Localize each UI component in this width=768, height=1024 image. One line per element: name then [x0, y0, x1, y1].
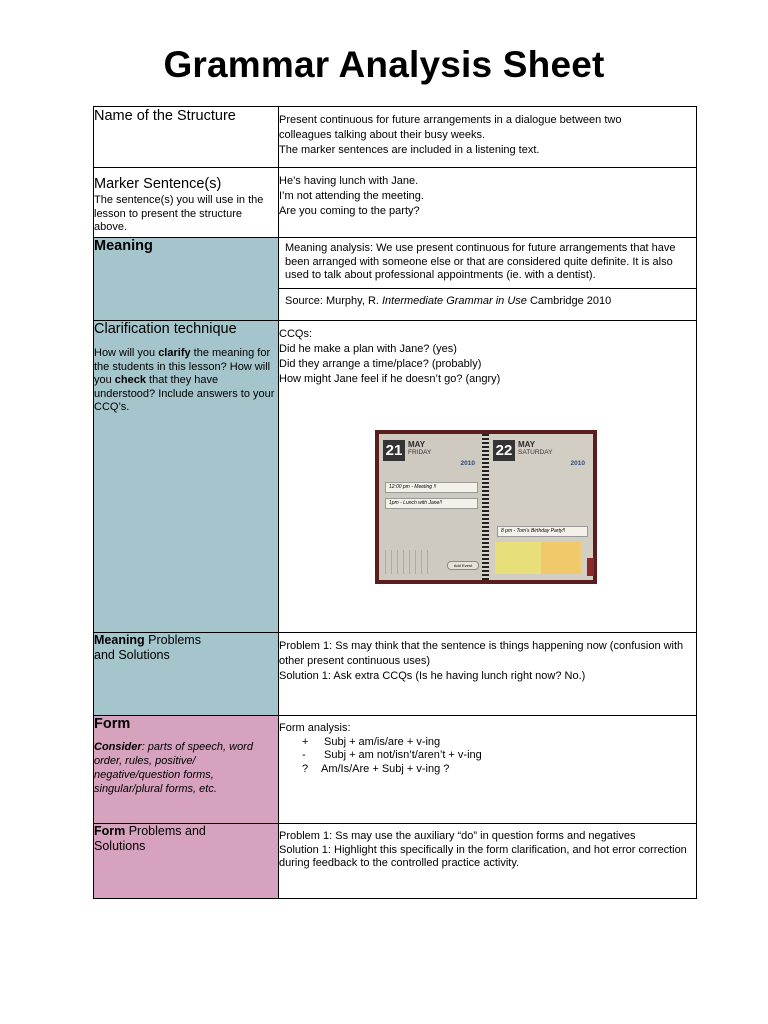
mp-label-bold: Meaning: [94, 633, 145, 647]
structure-line-2: colleagues talking about their busy weeks.: [279, 129, 486, 141]
row-marker: [94, 168, 697, 238]
analysis-table: [93, 106, 697, 899]
planner-left-page: [379, 434, 483, 580]
form-text: Subj + am/is/are + v-ing: [324, 735, 441, 748]
planner-note: 8 pm - Tom's Birthday Party!!: [497, 526, 588, 537]
marker-sentences: [279, 168, 697, 238]
planner-note: 1pm - Lunch with Jane!!: [385, 498, 478, 509]
clarification-label-cell: [94, 321, 279, 633]
planner-right-year: 2010: [570, 460, 585, 467]
clarification-sub: [94, 347, 278, 415]
ccq-item: How might Jane feel if he doesn’t go? (angry): [279, 373, 501, 385]
meaning-source: [279, 289, 696, 313]
ccq-heading: CCQs:: [279, 328, 312, 340]
meaning-analysis: Meaning analysis: We use present continuous for future arrangements that have been arranged with someone else or that are considered quite definite. It is also used to talk about professional appointments (ie. with a dentist).: [279, 238, 696, 289]
fp-label-bold: Form: [94, 824, 126, 838]
form-problems-value: [279, 824, 697, 899]
structure-line-3: The marker sentences are included in a listening text.: [279, 144, 540, 156]
form-text: Am/Is/Are + Subj + v-ing ?: [321, 762, 450, 775]
row-form-problems: [94, 824, 697, 899]
meaning-solution: Solution 1: Ask extra CCQs (Is he having lunch right now? No.): [279, 670, 586, 682]
ccq-item: Did he make a plan with Jane? (yes): [279, 343, 457, 355]
form-symbol: -: [302, 749, 306, 761]
meaning-problems-label: [94, 633, 278, 648]
marker-sentence: Are you coming to the party?: [279, 205, 420, 217]
planner-sticky-note: [495, 542, 541, 574]
meaning-problems-label-cell: [94, 633, 279, 716]
meaning-value: [279, 238, 697, 321]
source-prefix: Source: Murphy, R.: [285, 295, 382, 307]
planner-right-month: MAY: [518, 440, 536, 449]
clar-sub-e: that they have understood? Include answers to your CCQ’s.: [94, 374, 275, 413]
form-heading: Form analysis:: [279, 722, 351, 734]
form-row: [279, 763, 696, 777]
form-problems-label-cell: [94, 824, 279, 899]
structure-value: [279, 107, 697, 168]
source-title: Intermediate Grammar in Use: [382, 295, 527, 307]
clar-sub-c: the meaning for the students in this lesson? How will you: [94, 347, 271, 386]
form-symbol: ?: [302, 762, 309, 775]
structure-line-1: Present continuous for future arrangements in a dialogue between two: [279, 114, 622, 126]
form-symbol: +: [302, 735, 309, 748]
structure-label: Name of the Structure: [94, 108, 236, 124]
mp-label-rest: Problems: [144, 633, 201, 647]
meaning-label-cell: [94, 238, 279, 321]
planner-note: 12:00 pm - Meeting !!: [385, 482, 478, 493]
planner-right-weekday: SATURDAY: [518, 449, 553, 456]
planner-image: [375, 430, 597, 584]
marker-sentence: He’s having lunch with Jane.: [279, 175, 419, 187]
row-meaning: [94, 238, 697, 321]
planner-left-day: 21: [383, 440, 405, 461]
clar-sub-d: check: [114, 374, 146, 386]
row-structure: [94, 107, 697, 168]
form-problems-label: [94, 824, 278, 839]
page-title: Grammar Analysis Sheet: [163, 44, 605, 85]
planner-left-month: MAY: [408, 440, 426, 449]
planner-mini-calendar: [385, 550, 431, 574]
planner-right-page: [489, 434, 593, 580]
marker-sentence: I’m not attending the meeting.: [279, 190, 424, 202]
form-solution: Solution 1: Highlight this specifically in the form clarification, and hot error correction during feedback to the controlled practice activity.: [279, 843, 687, 869]
planner-right-day: 22: [493, 440, 515, 461]
planner-add-button: Add Event: [447, 561, 479, 570]
meaning-label: Meaning: [94, 238, 153, 254]
form-label: Form: [94, 716, 131, 732]
form-value: [279, 716, 697, 824]
planner-left-year: 2010: [460, 460, 475, 467]
form-text: Subj + am not/isn’t/aren’t + v-ing: [324, 749, 482, 761]
form-label-cell: [94, 716, 279, 824]
form-row: [279, 736, 696, 750]
marker-label: Marker Sentence(s): [94, 176, 222, 192]
clarification-label: Clarification technique: [94, 321, 237, 337]
clar-sub-b: clarify: [158, 347, 191, 359]
row-meaning-problems: [94, 633, 697, 716]
form-row: [279, 749, 696, 763]
form-consider: [94, 740, 278, 796]
marker-label-cell: [94, 168, 279, 238]
source-suffix: Cambridge 2010: [526, 295, 612, 307]
meaning-problems-value: [279, 633, 697, 716]
planner-sticky-note: [541, 542, 581, 574]
row-form: [94, 716, 697, 824]
clar-sub-a: How will you: [94, 347, 159, 359]
planner-tab: [587, 558, 594, 576]
marker-sub: The sentence(s) you will use in the lesson to present the structure above.: [94, 194, 264, 233]
form-problems-label-2: Solutions: [94, 839, 146, 853]
meaning-problems-label-2: and Solutions: [94, 648, 170, 662]
row-clarification: [94, 321, 697, 633]
clarification-value: [279, 321, 697, 633]
structure-label-cell: [94, 107, 279, 168]
form-problem: Problem 1: Ss may use the auxiliary “do” in question forms and negatives: [279, 830, 636, 842]
ccq-item: Did they arrange a time/place? (probably): [279, 358, 482, 370]
form-consider-rest: : parts of speech, word order, rules, positive/ negative/question forms, singular/plural forms, etc.: [94, 741, 253, 795]
fp-label-rest: Problems and: [125, 824, 206, 838]
planner-left-weekday: FRIDAY: [408, 449, 432, 456]
form-consider-bold: Consider: [94, 741, 142, 753]
meaning-problem: Problem 1: Ss may think that the sentence is things happening now (confusion with other present continuous uses): [279, 640, 684, 667]
